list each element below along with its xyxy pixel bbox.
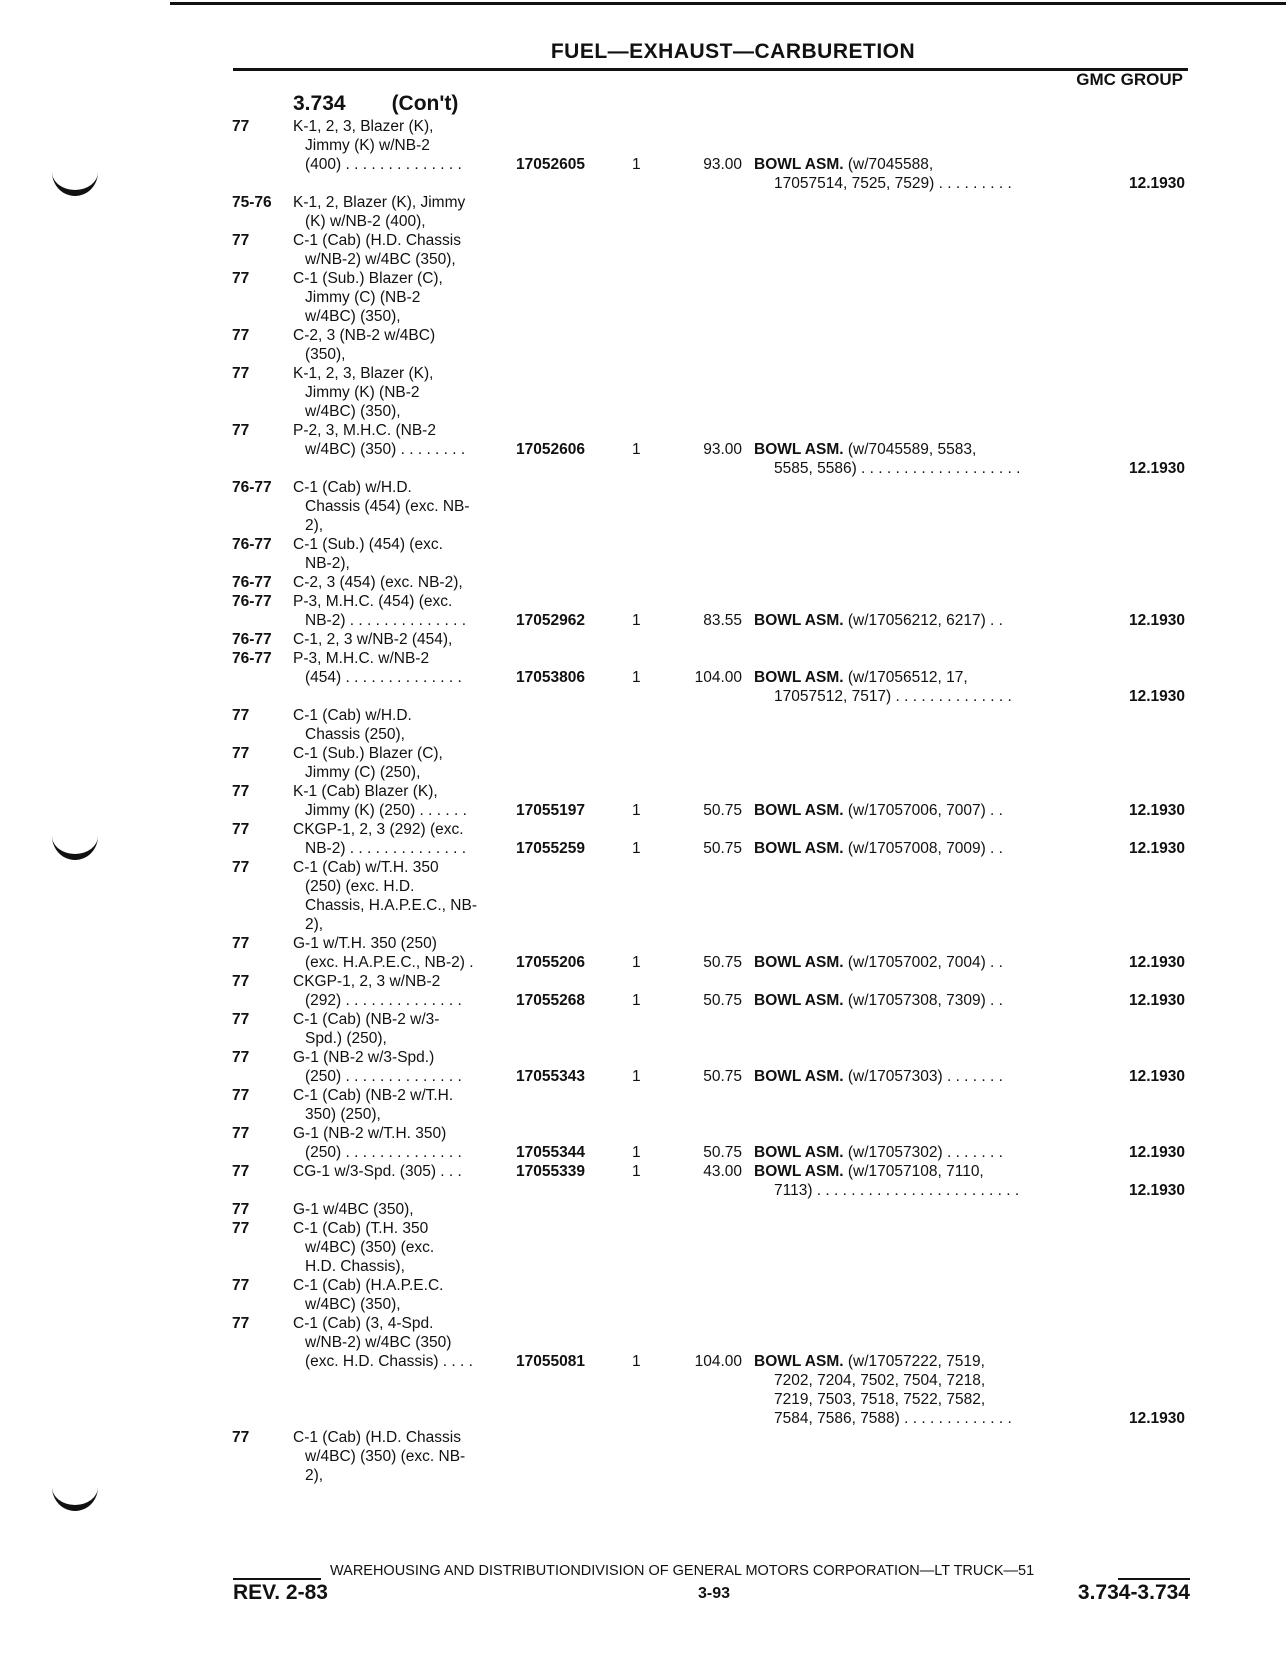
group-number: 12.1930	[1128, 460, 1185, 477]
application-text: 2),	[305, 1467, 324, 1484]
application-text: C-1 (Cab) (H.D. Chassis	[293, 232, 461, 249]
price: 104.00	[694, 669, 742, 686]
application-text: 2),	[305, 916, 324, 933]
application-text: (400) . . . . . . . . . . . . . .	[305, 156, 462, 173]
group-number: 12.1930	[1128, 1144, 1185, 1161]
quantity: 1	[632, 441, 641, 458]
part-number: 17055343	[516, 1068, 585, 1085]
application-text: C-1 (Sub.) Blazer (C),	[293, 270, 443, 287]
group-number: 12.1930	[1128, 1068, 1185, 1085]
application-text: C-1 (Cab) (H.D. Chassis	[293, 1429, 461, 1446]
binder-hole-icon	[52, 836, 98, 860]
price: 104.00	[694, 1353, 742, 1370]
quantity: 1	[632, 612, 641, 629]
application-text: G-1 (NB-2 w/T.H. 350)	[293, 1125, 447, 1142]
part-detail: (w/17057006, 7007) . .	[843, 802, 1003, 819]
part-number: 17055259	[516, 840, 585, 857]
part-description	[754, 1352, 985, 1371]
part-name: BOWL ASM.	[754, 992, 844, 1009]
application-text: Jimmy (K) w/NB-2	[305, 137, 430, 154]
model-year: 77	[232, 859, 250, 876]
application-text: K-1 (Cab) Blazer (K),	[293, 783, 438, 800]
application-text: C-1 (Cab) w/H.D.	[293, 479, 412, 496]
application-text: w/4BC) (350) . . . . . . . .	[305, 441, 466, 458]
part-detail: (w/17057008, 7009) . .	[843, 840, 1003, 857]
application-text: K-1, 2, Blazer (K), Jimmy	[293, 194, 466, 211]
application-text: Chassis (250),	[305, 726, 405, 743]
model-year: 76-77	[232, 631, 272, 648]
application-text: CKGP-1, 2, 3 w/NB-2	[293, 973, 441, 990]
part-name: BOWL ASM.	[754, 612, 844, 629]
part-name: BOWL ASM.	[754, 1068, 844, 1085]
part-name: BOWL ASM.	[754, 802, 844, 819]
revision-label: REV. 2-83	[233, 1581, 328, 1604]
part-number: 17055339	[516, 1163, 585, 1180]
group-label: GMC GROUP	[1076, 70, 1183, 89]
application-text: C-1 (Cab) (NB-2 w/T.H.	[293, 1087, 454, 1104]
application-text: NB-2) . . . . . . . . . . . . . .	[305, 612, 467, 629]
application-text: w/4BC) (350),	[305, 403, 401, 420]
part-description	[754, 611, 1003, 630]
part-description	[754, 839, 1003, 858]
part-description	[774, 1181, 1019, 1200]
model-year: 77	[232, 707, 250, 724]
application-text: C-1 (Sub.) Blazer (C),	[293, 745, 443, 762]
model-year: 76-77	[232, 574, 272, 591]
part-name: BOWL ASM.	[754, 669, 844, 686]
model-year: 77	[232, 422, 250, 439]
quantity: 1	[632, 1144, 641, 1161]
part-description	[754, 1143, 1003, 1162]
application-text: C-1 (Cab) w/T.H. 350	[293, 859, 439, 876]
application-text: C-1 (Cab) (T.H. 350	[293, 1220, 429, 1237]
part-description	[774, 1390, 985, 1409]
part-detail: (w/17057303) . . . . . . .	[843, 1068, 1003, 1085]
part-name: BOWL ASM.	[754, 1353, 844, 1370]
application-text: (exc. H.A.P.E.C., NB-2) .	[305, 954, 474, 971]
part-description	[754, 953, 1003, 972]
application-text: H.D. Chassis),	[305, 1258, 405, 1275]
part-detail: (w/17056512, 17,	[843, 669, 968, 686]
application-text: K-1, 2, 3, Blazer (K),	[293, 365, 434, 382]
group-number: 12.1930	[1128, 1410, 1185, 1427]
quantity: 1	[632, 156, 641, 173]
application-text: K-1, 2, 3, Blazer (K),	[293, 118, 434, 135]
application-text: (250) (exc. H.D.	[305, 878, 415, 895]
part-number: 17052605	[516, 156, 585, 173]
part-detail: (w/17057108, 7110,	[843, 1163, 984, 1180]
application-text: w/NB-2) w/4BC (350)	[305, 1334, 452, 1351]
quantity: 1	[632, 669, 641, 686]
part-description	[754, 991, 1003, 1010]
application-text: Chassis (454) (exc. NB-	[305, 498, 470, 515]
application-text: Chassis, H.A.P.E.C., NB-	[305, 897, 477, 914]
application-text: (250) . . . . . . . . . . . . . .	[305, 1144, 462, 1161]
part-description	[754, 668, 968, 687]
part-name: BOWL ASM.	[754, 840, 844, 857]
part-description	[754, 1067, 1003, 1086]
part-number: 17055344	[516, 1144, 585, 1161]
part-description	[774, 174, 1012, 193]
part-detail: 17057514, 7525, 7529) . . . . . . . . .	[774, 175, 1012, 192]
application-text: w/4BC) (350),	[305, 1296, 401, 1313]
application-text: w/4BC) (350) (exc.	[305, 1239, 435, 1256]
price: 50.75	[703, 954, 742, 971]
page-title: FUEL—EXHAUST—CARBURETION	[550, 40, 916, 63]
model-year: 77	[232, 1315, 250, 1332]
application-text: C-1, 2, 3 w/NB-2 (454),	[293, 631, 453, 648]
price: 93.00	[703, 441, 742, 458]
application-text: Spd.) (250),	[305, 1030, 387, 1047]
part-description	[754, 440, 976, 459]
part-number: 17055268	[516, 992, 585, 1009]
part-detail: (w/7045589, 5583,	[843, 441, 977, 458]
application-text: w/NB-2) w/4BC (350),	[305, 251, 456, 268]
part-description	[754, 801, 1003, 820]
application-text: C-1 (Cab) w/H.D.	[293, 707, 412, 724]
quantity: 1	[632, 954, 641, 971]
application-text: P-2, 3, M.H.C. (NB-2	[293, 422, 436, 439]
section-continued: (Con't)	[391, 92, 459, 115]
part-name: BOWL ASM.	[754, 156, 844, 173]
part-number: 17052606	[516, 441, 585, 458]
part-detail: 7113) . . . . . . . . . . . . . . . . . . . . . . . .	[774, 1182, 1020, 1199]
part-detail: (w/17057222, 7519,	[843, 1353, 985, 1370]
price: 50.75	[703, 840, 742, 857]
model-year: 77	[232, 1277, 250, 1294]
model-year: 76-77	[232, 536, 272, 553]
model-year: 75-76	[232, 194, 272, 211]
group-number: 12.1930	[1128, 688, 1185, 705]
model-year: 77	[232, 1201, 250, 1218]
application-text: G-1 (NB-2 w/3-Spd.)	[293, 1049, 435, 1066]
application-text: P-3, M.H.C. (454) (exc.	[293, 593, 453, 610]
part-detail: 7202, 7204, 7502, 7504, 7218,	[774, 1372, 986, 1389]
price: 93.00	[703, 156, 742, 173]
part-description	[774, 1371, 985, 1390]
model-year: 77	[232, 1429, 250, 1446]
section-range: 3.734-3.734	[1077, 1581, 1190, 1604]
quantity: 1	[632, 1353, 641, 1370]
part-detail: (w/17057302) . . . . . . .	[843, 1144, 1003, 1161]
part-detail: 17057512, 7517) . . . . . . . . . . . . . .	[774, 688, 1012, 705]
price: 50.75	[703, 992, 742, 1009]
quantity: 1	[632, 1163, 641, 1180]
model-year: 77	[232, 783, 250, 800]
price: 43.00	[703, 1163, 742, 1180]
header-rule	[233, 68, 1188, 71]
application-text: (exc. H.D. Chassis) . . . .	[305, 1353, 473, 1370]
application-text: G-1 w/4BC (350),	[293, 1201, 414, 1218]
application-text: CG-1 w/3-Spd. (305) . . .	[293, 1163, 462, 1180]
group-number: 12.1930	[1128, 175, 1185, 192]
quantity: 1	[632, 802, 641, 819]
section-heading	[293, 92, 458, 116]
model-year: 77	[232, 327, 250, 344]
part-detail: (w/17057002, 7004) . .	[843, 954, 1003, 971]
quantity: 1	[632, 840, 641, 857]
application-text: G-1 w/T.H. 350 (250)	[293, 935, 437, 952]
part-description	[774, 687, 1012, 706]
part-description	[754, 1162, 984, 1181]
binder-hole-icon	[52, 1487, 98, 1511]
part-name: BOWL ASM.	[754, 1163, 844, 1180]
part-number: 17055206	[516, 954, 585, 971]
part-description	[774, 459, 1020, 478]
part-detail: (w/17057308, 7309) . .	[843, 992, 1003, 1009]
part-number: 17055197	[516, 802, 585, 819]
model-year: 77	[232, 1125, 250, 1142]
model-year: 76-77	[232, 650, 272, 667]
model-year: 77	[232, 118, 250, 135]
application-text: CKGP-1, 2, 3 (292) (exc.	[293, 821, 464, 838]
model-year: 77	[232, 232, 250, 249]
part-description	[754, 155, 933, 174]
model-year: 77	[232, 1163, 250, 1180]
application-text: P-3, M.H.C. w/NB-2	[293, 650, 430, 667]
part-detail: 7219, 7503, 7518, 7522, 7582,	[774, 1391, 986, 1408]
group-number: 12.1930	[1128, 840, 1185, 857]
model-year: 77	[232, 973, 250, 990]
group-number: 12.1930	[1128, 992, 1185, 1009]
part-number: 17052962	[516, 612, 585, 629]
footer-text: WAREHOUSING AND DISTRIBUTIONDIVISION OF GENERAL MOTORS CORPORATION—LT TRUCK—51	[330, 1563, 1035, 1579]
group-number: 12.1930	[1128, 802, 1185, 819]
part-detail: 5585, 5586) . . . . . . . . . . . . . . . . . . .	[774, 460, 1021, 477]
part-detail: (w/7045588,	[843, 156, 934, 173]
price: 50.75	[703, 1068, 742, 1085]
quantity: 1	[632, 992, 641, 1009]
part-detail: 7584, 7586, 7588) . . . . . . . . . . . . .	[774, 1410, 1012, 1427]
application-text: (K) w/NB-2 (400),	[305, 213, 426, 230]
part-name: BOWL ASM.	[754, 1144, 844, 1161]
application-text: Jimmy (C) (250),	[305, 764, 421, 781]
quantity: 1	[632, 1068, 641, 1085]
binder-hole-icon	[52, 172, 98, 196]
part-name: BOWL ASM.	[754, 954, 844, 971]
price: 50.75	[703, 1144, 742, 1161]
part-description	[774, 1409, 1012, 1428]
application-text: C-2, 3 (454) (exc. NB-2),	[293, 574, 463, 591]
model-year: 77	[232, 1011, 250, 1028]
top-edge-rule	[170, 2, 1286, 5]
application-text: Jimmy (C) (NB-2	[305, 289, 421, 306]
application-text: w/4BC) (350),	[305, 308, 401, 325]
part-number: 17053806	[516, 669, 585, 686]
group-number: 12.1930	[1128, 1182, 1185, 1199]
model-year: 77	[232, 935, 250, 952]
application-text: C-1 (Sub.) (454) (exc.	[293, 536, 443, 553]
application-text: Jimmy (K) (250) . . . . . .	[305, 802, 467, 819]
footer-rule-right	[1118, 1578, 1190, 1580]
model-year: 77	[232, 1220, 250, 1237]
application-text: (292) . . . . . . . . . . . . . .	[305, 992, 462, 1009]
part-number: 17055081	[516, 1353, 585, 1370]
footer-rule-left	[233, 1578, 321, 1580]
application-text: (350),	[305, 346, 346, 363]
application-text: 350) (250),	[305, 1106, 381, 1123]
group-number: 12.1930	[1128, 612, 1185, 629]
application-text: NB-2) . . . . . . . . . . . . . .	[305, 840, 467, 857]
price: 83.55	[703, 612, 742, 629]
page-number: 3-93	[698, 1585, 731, 1602]
model-year: 77	[232, 365, 250, 382]
application-text: (250) . . . . . . . . . . . . . .	[305, 1068, 462, 1085]
application-text: C-1 (Cab) (3, 4-Spd.	[293, 1315, 434, 1332]
model-year: 76-77	[232, 593, 272, 610]
model-year: 77	[232, 821, 250, 838]
section-number: 3.734	[293, 92, 346, 115]
application-text: C-2, 3 (NB-2 w/4BC)	[293, 327, 436, 344]
model-year: 77	[232, 270, 250, 287]
application-text: NB-2),	[305, 555, 350, 572]
application-text: C-1 (Cab) (H.A.P.E.C.	[293, 1277, 444, 1294]
application-text: 2),	[305, 517, 324, 534]
application-text: w/4BC) (350) (exc. NB-	[305, 1448, 466, 1465]
group-number: 12.1930	[1128, 954, 1185, 971]
part-name: BOWL ASM.	[754, 441, 844, 458]
price: 50.75	[703, 802, 742, 819]
model-year: 77	[232, 745, 250, 762]
application-text: C-1 (Cab) (NB-2 w/3-	[293, 1011, 440, 1028]
application-text: (454) . . . . . . . . . . . . . .	[305, 669, 462, 686]
model-year: 77	[232, 1049, 250, 1066]
model-year: 76-77	[232, 479, 272, 496]
model-year: 77	[232, 1087, 250, 1104]
application-text: Jimmy (K) (NB-2	[305, 384, 420, 401]
part-detail: (w/17056212, 6217) . .	[843, 612, 1003, 629]
